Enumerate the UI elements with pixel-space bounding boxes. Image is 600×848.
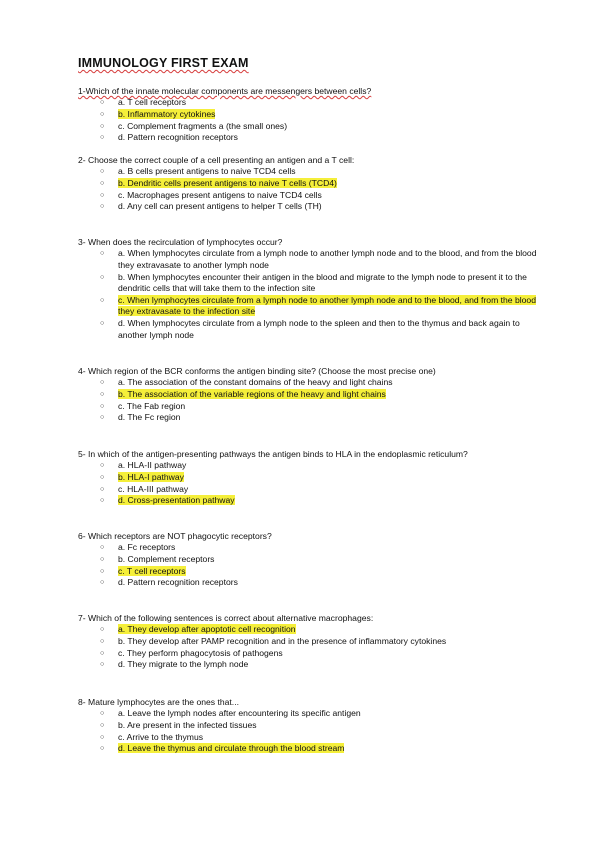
options-list — [78, 542, 538, 588]
circle-bullet-icon: ○ — [100, 111, 105, 118]
circle-bullet-icon: ○ — [100, 556, 105, 563]
option-c: ○ c. They perform phagocytosis of pathogens — [100, 647, 283, 658]
options-list — [78, 708, 538, 754]
option-a: ○ a. T cell receptors — [100, 97, 186, 108]
circle-bullet-icon: ○ — [100, 626, 105, 634]
option-d: ○ d. Pattern recognition receptors — [100, 132, 238, 143]
question-8 — [78, 697, 538, 755]
option-c: ○ c. HLA-III pathway — [100, 483, 189, 494]
circle-bullet-icon: ○ — [100, 122, 105, 130]
option-c: ○ c. Macrophages present antigens to naive TCD4 cells — [100, 189, 322, 200]
options-list — [78, 166, 538, 212]
options-list — [78, 460, 538, 506]
circle-bullet-icon: ○ — [100, 661, 105, 669]
circle-bullet-icon: ○ — [100, 250, 105, 258]
option-c: ○ c. Arrive to the thymus — [100, 731, 204, 742]
option-d: ○ d. The Fc region — [100, 412, 181, 423]
circle-bullet-icon: ○ — [100, 391, 105, 398]
exam-title: IMMUNOLOGY FIRST EXAM — [78, 56, 249, 70]
circle-bullet-icon: ○ — [100, 497, 105, 505]
circle-bullet-icon: ○ — [100, 733, 105, 741]
circle-bullet-icon: ○ — [100, 319, 105, 327]
option-c: ○ c. When lymphocytes circulate from a lymph node to another lymph node and to the blood, and from the blood they extravasate to the infection site — [100, 294, 536, 317]
option-b: ○ b. HLA-I pathway — [100, 472, 184, 482]
option-a: ○ a. Fc receptors — [100, 542, 176, 553]
option-a: ○ a. They develop after apoptotic cell recognition — [100, 624, 296, 635]
options-list — [78, 248, 538, 341]
option-d: ○ d. When lymphocytes circulate from a lymph node to the spleen and then to the thymus and back again to another lymph node — [100, 317, 520, 340]
options-list — [78, 97, 538, 143]
circle-bullet-icon: ○ — [100, 379, 105, 387]
option-b: ○ b. When lymphocytes encounter their antigen in the blood and migrate to the lymph node to present it to the dendritic cells that will take them to the infection site — [100, 271, 527, 294]
option-d: ○ d. They migrate to the lymph node — [100, 659, 249, 670]
question-2 — [78, 155, 538, 213]
circle-bullet-icon: ○ — [100, 485, 105, 493]
option-a: ○ a. The association of the constant domains of the heavy and light chains — [100, 377, 393, 388]
question-1 — [78, 86, 538, 144]
circle-bullet-icon: ○ — [100, 402, 105, 410]
question-3 — [78, 237, 538, 341]
circle-bullet-icon: ○ — [100, 745, 105, 753]
option-b: ○ b. They develop after PAMP recognition and in the presence of inflammatory cytokines — [100, 636, 447, 646]
question-5 — [78, 449, 538, 507]
option-b: ○ b. The association of the variable regions of the heavy and light chains — [100, 389, 386, 399]
option-a: ○ a. Leave the lymph nodes after encountering its specific antigen — [100, 708, 361, 719]
circle-bullet-icon: ○ — [100, 638, 105, 645]
circle-bullet-icon: ○ — [100, 273, 105, 281]
circle-bullet-icon: ○ — [100, 567, 105, 575]
option-b: ○ b. Complement receptors — [100, 554, 215, 564]
question-text: 2- Choose the correct couple of a cell presenting an antigen and a T cell: — [78, 155, 355, 165]
circle-bullet-icon: ○ — [100, 462, 105, 470]
question-text: 7- Which of the following sentences is correct about alternative macrophages: — [78, 613, 374, 623]
option-c: ○ c. T cell receptors — [100, 565, 186, 576]
circle-bullet-icon: ○ — [100, 710, 105, 718]
option-d: ○ d. Pattern recognition receptors — [100, 577, 238, 588]
circle-bullet-icon: ○ — [100, 579, 105, 587]
question-text: 1-Which of the innate molecular components are messengers between cells? — [78, 86, 372, 96]
circle-bullet-icon: ○ — [100, 134, 105, 142]
option-c: ○ c. Complement fragments a (the small ones) — [100, 120, 288, 131]
option-a: ○ a. When lymphocytes circulate from a lymph node to another lymph node and to the blood, and from the blood they extravasate to another lymph node — [100, 248, 537, 270]
question-text: 5- In which of the antigen-presenting pathways the antigen binds to HLA in the endoplasmic reticulum? — [78, 449, 468, 459]
circle-bullet-icon: ○ — [100, 191, 105, 199]
option-b: ○ b. Inflammatory cytokines — [100, 109, 216, 119]
circle-bullet-icon: ○ — [100, 180, 105, 187]
option-c: ○ c. The Fab region — [100, 400, 186, 411]
option-d: ○ d. Any cell can present antigens to helper T cells (TH) — [100, 201, 322, 212]
option-a: ○ a. B cells present antigens to naive TCD4 cells — [100, 166, 296, 177]
option-d: ○ d. Cross-presentation pathway — [100, 495, 235, 506]
options-list — [78, 377, 538, 423]
circle-bullet-icon: ○ — [100, 544, 105, 552]
question-6 — [78, 531, 538, 589]
options-list — [78, 624, 538, 670]
option-d: ○ d. Leave the thymus and circulate through the blood stream — [100, 743, 345, 754]
circle-bullet-icon: ○ — [100, 168, 105, 176]
circle-bullet-icon: ○ — [100, 296, 105, 304]
question-text: 4- Which region of the BCR conforms the antigen binding site? (Choose the most precise one) — [78, 366, 436, 376]
question-text: 8- Mature lymphocytes are the ones that... — [78, 697, 239, 707]
circle-bullet-icon: ○ — [100, 203, 105, 211]
question-text: 3- When does the recirculation of lymphocytes occur? — [78, 237, 283, 247]
circle-bullet-icon: ○ — [100, 414, 105, 422]
option-b: ○ b. Are present in the infected tissues — [100, 720, 257, 730]
circle-bullet-icon: ○ — [100, 722, 105, 729]
question-text: 6- Which receptors are NOT phagocytic receptors? — [78, 531, 272, 541]
question-4 — [78, 366, 538, 424]
option-b: ○ b. Dendritic cells present antigens to naive T cells (TCD4) — [100, 178, 337, 188]
question-7 — [78, 613, 538, 671]
circle-bullet-icon: ○ — [100, 649, 105, 657]
circle-bullet-icon: ○ — [100, 474, 105, 481]
circle-bullet-icon: ○ — [100, 99, 105, 107]
option-a: ○ a. HLA-II pathway — [100, 460, 187, 471]
